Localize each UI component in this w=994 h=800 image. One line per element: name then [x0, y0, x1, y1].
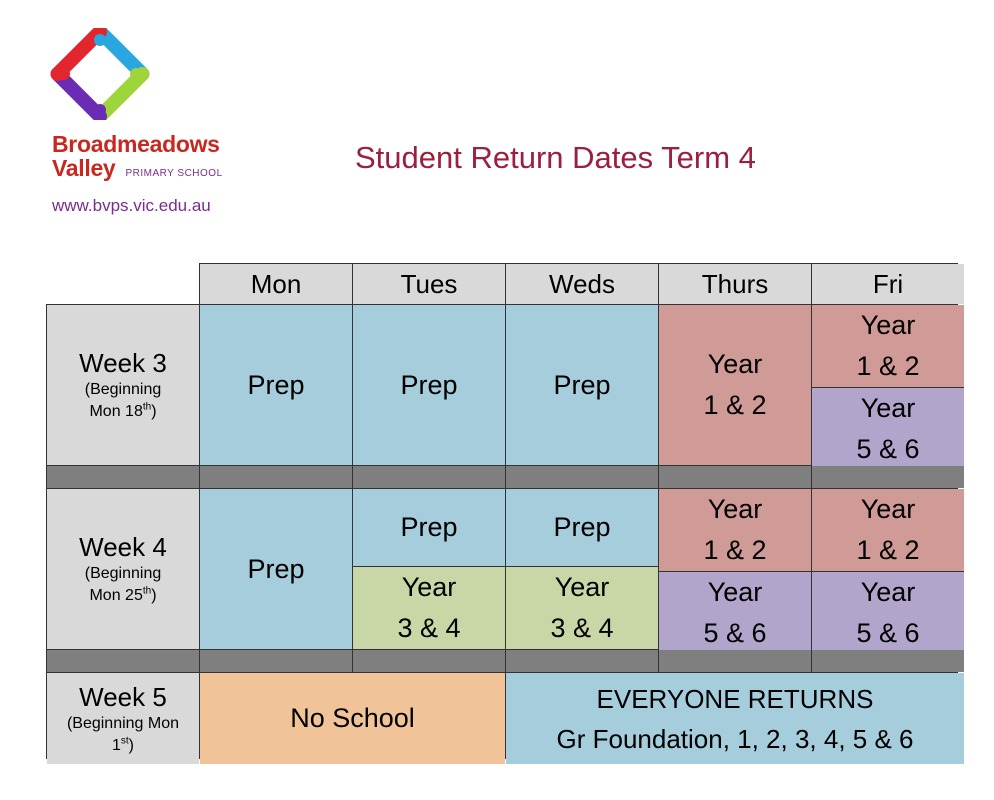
w4-tue-split	[353, 489, 505, 649]
w4-wed-year-3-4: Year 3 & 4	[506, 567, 658, 649]
week-beginning: (Beginning	[84, 381, 162, 398]
w5-no-school: No School	[200, 673, 505, 764]
w4-tue-prep: Prep	[353, 489, 505, 566]
separator	[506, 650, 658, 672]
w4-mon-prep: Prep	[200, 489, 352, 649]
school-logo	[50, 28, 150, 120]
header-weds: Weds	[506, 264, 658, 304]
week-beginning-date: 1st)	[111, 735, 134, 754]
w4-thu-year-1-2: Year 1 & 2	[659, 489, 811, 571]
w4-fri-year-1-2: Year 1 & 2	[812, 489, 964, 571]
week-title: Week 4	[79, 532, 167, 562]
school-name-sub: PRIMARY SCHOOL	[125, 168, 223, 179]
w4-wed-prep: Prep	[506, 489, 658, 566]
w4-thu-split	[659, 489, 811, 649]
w5-everyone-returns	[506, 673, 964, 764]
separator	[659, 466, 811, 488]
page-title: Student Return Dates Term 4	[355, 140, 756, 175]
week-5-label	[47, 673, 199, 764]
header-blank	[46, 263, 199, 304]
separator	[353, 466, 505, 488]
week-beginning-date: Mon 25th)	[89, 585, 157, 604]
everyone-returns-grades: Gr Foundation, 1, 2, 3, 4, 5 & 6	[556, 723, 914, 754]
school-website[interactable]: www.bvps.vic.edu.au	[52, 196, 211, 215]
w3-fri-year-1-2: Year 1 & 2	[812, 305, 964, 387]
w4-thu-year-5-6: Year 5 & 6	[659, 572, 811, 654]
w3-tue-prep: Prep	[353, 305, 505, 465]
separator	[353, 650, 505, 672]
separator	[506, 466, 658, 488]
header-tues: Tues	[353, 264, 505, 304]
school-name	[52, 132, 223, 186]
separator	[47, 650, 199, 672]
w3-mon-prep: Prep	[200, 305, 352, 465]
week-beginning-date: Mon 18th)	[89, 401, 157, 420]
w4-fri-split	[812, 489, 964, 649]
everyone-returns-heading: EVERYONE RETURNS	[596, 683, 874, 714]
w4-tue-year-3-4: Year 3 & 4	[353, 567, 505, 649]
school-name-line2: Valley	[52, 155, 116, 181]
header-mon: Mon	[200, 264, 352, 304]
w3-fri-year-5-6: Year 5 & 6	[812, 388, 964, 470]
w3-thu-year-1-2: Year 1 & 2	[659, 305, 811, 465]
week-beginning: (Beginning	[84, 565, 162, 582]
separator	[47, 466, 199, 488]
separator	[812, 466, 964, 488]
header-fri: Fri	[812, 264, 964, 304]
return-dates-table	[46, 263, 958, 759]
week-4-label	[47, 489, 199, 649]
separator	[200, 466, 352, 488]
school-name-line1: Broadmeadows	[52, 131, 220, 157]
week-beginning: (Beginning Mon	[66, 714, 180, 732]
w3-fri-split	[812, 305, 964, 465]
week-title: Week 3	[79, 348, 167, 378]
w4-fri-year-5-6: Year 5 & 6	[812, 572, 964, 654]
separator	[812, 650, 964, 672]
separator	[659, 650, 811, 672]
week-3-label	[47, 305, 199, 465]
w3-wed-prep: Prep	[506, 305, 658, 465]
separator	[200, 650, 352, 672]
week-title: Week 5	[79, 681, 167, 712]
header-thurs: Thurs	[659, 264, 811, 304]
w4-wed-split	[506, 489, 658, 649]
